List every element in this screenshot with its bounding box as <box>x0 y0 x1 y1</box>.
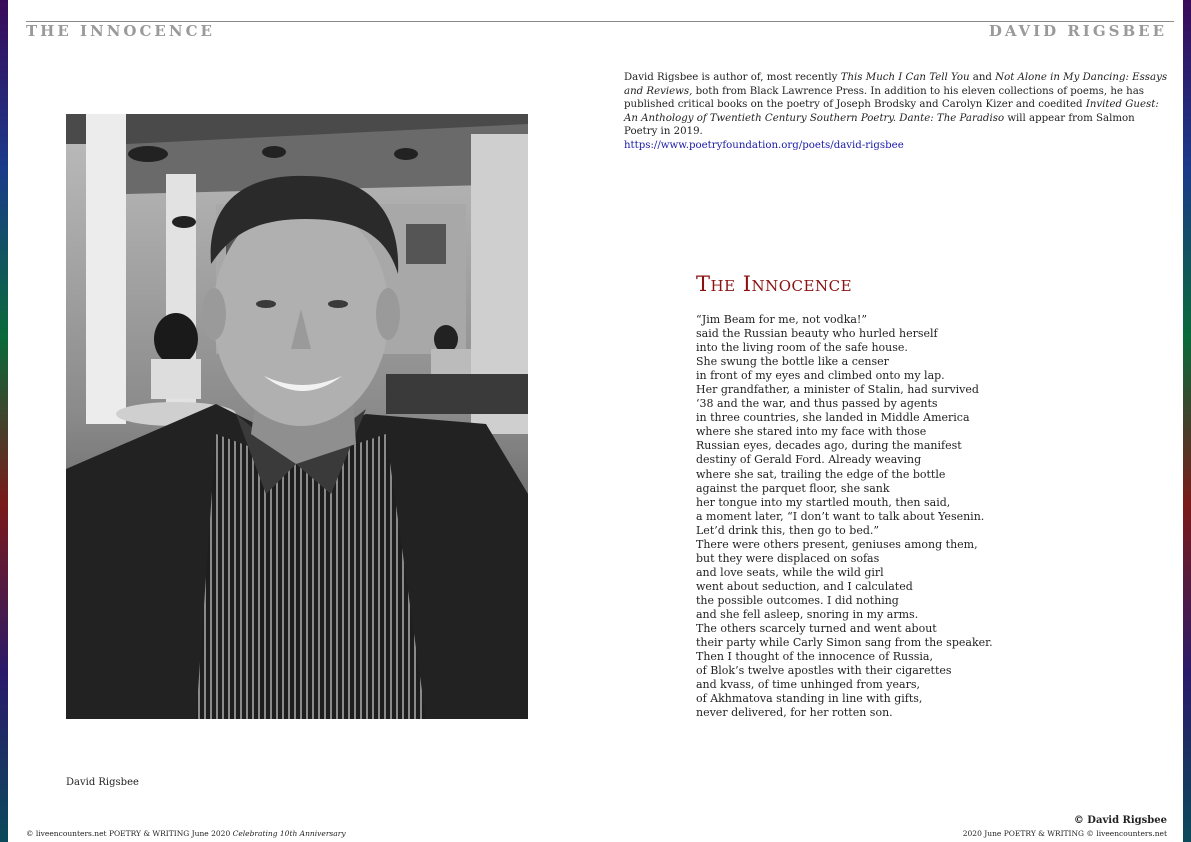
poem-line: went about seduction, and I calculated <box>696 579 913 593</box>
poem-line: the possible outcomes. I did nothing <box>696 593 899 607</box>
copyright-notice: © David Rigsbee <box>1073 815 1167 826</box>
footer-left-text: © liveencounters.net POETRY & WRITING June 2020 <box>26 829 233 838</box>
header-author-name: DAVID RIGSBEE <box>988 22 1167 40</box>
author-bio <box>624 71 1169 153</box>
poem-line: ‘38 and the war, and thus passed by agents <box>696 397 938 411</box>
magazine-page <box>8 0 1183 842</box>
bio-text: David Rigsbee is author of, most recently <box>624 72 841 83</box>
bio-text: will appear from Salmon Poetry in 2019. <box>624 112 1135 138</box>
poem-line: She swung the bottle like a censer <box>696 355 889 369</box>
bio-text: both from Black Lawrence Press. In addition to his eleven collections of poems, he has published critical books on the poetry of Joseph Brodsky and Carolyn Kizer and coedited <box>624 85 1145 111</box>
poetry-foundation-link[interactable]: https://www.poetryfoundation.org/poets/david-rigsbee <box>624 139 904 151</box>
poem-line: and kvass, of time unhinged from years, <box>696 678 920 692</box>
footer-anniversary: Celebrating 10th Anniversary <box>232 829 346 838</box>
poem-line: but they were displaced on sofas <box>696 551 880 565</box>
footer-right: 2020 June POETRY & WRITING © liveencounters.net <box>962 829 1167 838</box>
poem-line: Then I thought of the innocence of Russia, <box>696 650 933 664</box>
poem-line: of Blok’s twelve apostles with their cigarettes <box>696 664 952 678</box>
footer-left <box>26 829 346 838</box>
poem-line: The others scarcely turned and went about <box>696 622 937 636</box>
bio-book-title: Not Alone in My Dancing: Essays and Reviews, <box>624 72 1168 97</box>
poem-line: of Akhmatova standing in line with gifts, <box>696 692 923 706</box>
bio-book-title: This Much I Can Tell You <box>840 72 970 83</box>
poem-line: into the living room of the safe house. <box>696 341 908 355</box>
photo-caption: David Rigsbee <box>66 777 139 788</box>
poem-line: where she sat, trailing the edge of the bottle <box>696 467 946 481</box>
poem-line: never delivered, for her rotten son. <box>696 706 893 720</box>
poem-title: The Innocence <box>696 272 853 296</box>
poem-line: against the parquet floor, she sank <box>696 481 890 495</box>
bio-text: and <box>969 72 996 83</box>
author-photo <box>66 114 528 719</box>
poem-line: said the Russian beauty who hurled herself <box>696 327 938 341</box>
poem-body <box>696 313 993 720</box>
poem-line: a moment later, “I don’t want to talk about Yesenin. <box>696 509 985 523</box>
poem-line: and love seats, while the wild girl <box>696 565 884 579</box>
poem-line: in three countries, she landed in Middle America <box>696 411 970 425</box>
poem-line: her tongue into my startled mouth, then said, <box>696 495 951 509</box>
poem-line: Her grandfather, a minister of Stalin, had survived <box>696 383 979 397</box>
poem-line: “Jim Beam for me, not vodka!” <box>696 313 867 326</box>
header-poem-title: THE INNOCENCE <box>26 22 215 40</box>
poem-line: Russian eyes, decades ago, during the manifest <box>696 439 962 453</box>
poem-line: their party while Carly Simon sang from the speaker. <box>696 636 993 650</box>
poem-line: Let’d drink this, then go to bed.” <box>696 523 880 537</box>
bio-book-title: Invited Guest: An Anthology of Twentieth Century Southern Poetry. Dante: The Paradiso <box>624 99 1159 124</box>
poem-line: and she fell asleep, snoring in my arms. <box>696 607 919 621</box>
poem-line: in front of my eyes and climbed onto my lap. <box>696 369 945 383</box>
poem-line: destiny of Gerald Ford. Already weaving <box>696 453 922 467</box>
poem-line: There were others present, geniuses among them, <box>696 537 978 551</box>
poem-line: where she stared into my face with those <box>696 425 927 439</box>
